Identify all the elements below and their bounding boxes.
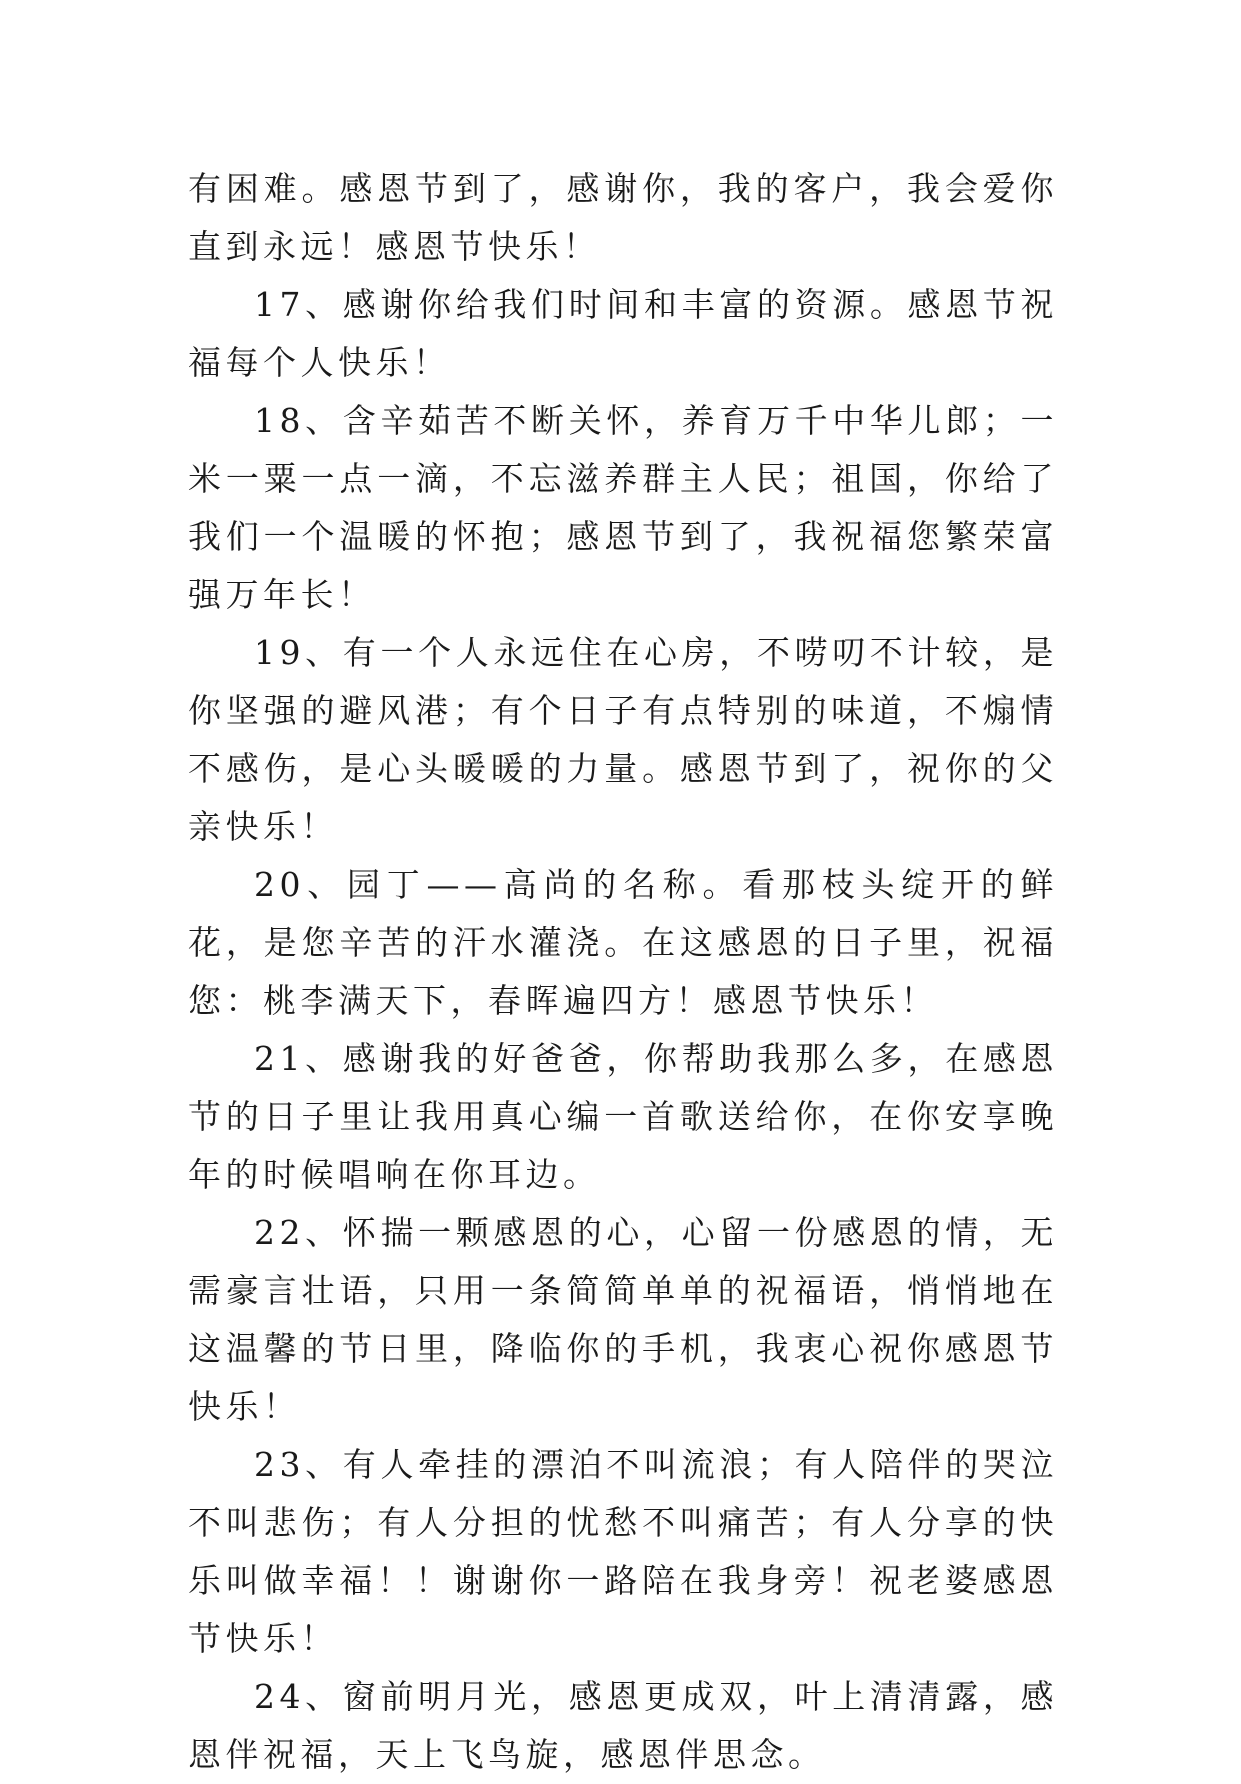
paragraph-17: 17、感谢你给我们时间和丰富的资源。感恩节祝福每个人快乐！ — [188, 285, 1058, 382]
paragraph-22: 22、怀揣一颗感恩的心，心留一份感恩的情，无需豪言壮语，只用一条简简单单的祝福语，悄悄地在这温馨的节日里，降临你的手机，我衷心祝你感恩节快乐！ — [188, 1213, 1058, 1426]
paragraph-18: 18、含辛茹苦不断关怀，养育万千中华儿郎；一米一粟一点一滴，不忘滋养群主人民；祖国，你给了我们一个温暖的怀抱；感恩节到了，我祝福您繁荣富强万年长！ — [188, 401, 1058, 614]
document-body — [188, 160, 1058, 1784]
paragraph-19: 19、有一个人永远住在心房，不唠叨不计较，是你坚强的避风港；有个日子有点特别的味道，不煽情不感伤，是心头暖暖的力量。感恩节到了，祝你的父亲快乐！ — [188, 633, 1058, 846]
paragraph-23: 23、有人牵挂的漂泊不叫流浪；有人陪伴的哭泣不叫悲伤；有人分担的忧愁不叫痛苦；有人分享的快乐叫做幸福！！谢谢你一路陪在我身旁！祝老婆感恩节快乐！ — [188, 1445, 1058, 1658]
paragraph-24: 24、窗前明月光，感恩更成双，叶上清清露，感恩伴祝福，天上飞鸟旋，感恩伴思念。 — [188, 1677, 1058, 1774]
paragraph-20: 20、园丁——高尚的名称。看那枝头绽开的鲜花，是您辛苦的汗水灌浇。在这感恩的日子里，祝福您：桃李满天下，春晖遍四方！感恩节快乐！ — [188, 865, 1058, 1020]
paragraph-21: 21、感谢我的好爸爸，你帮助我那么多，在感恩节的日子里让我用真心编一首歌送给你，在你安享晚年的时候唱响在你耳边。 — [188, 1039, 1058, 1194]
paragraph-continuation: 有困难。感恩节到了，感谢你，我的客户，我会爱你直到永远！感恩节快乐！ — [188, 169, 1058, 266]
